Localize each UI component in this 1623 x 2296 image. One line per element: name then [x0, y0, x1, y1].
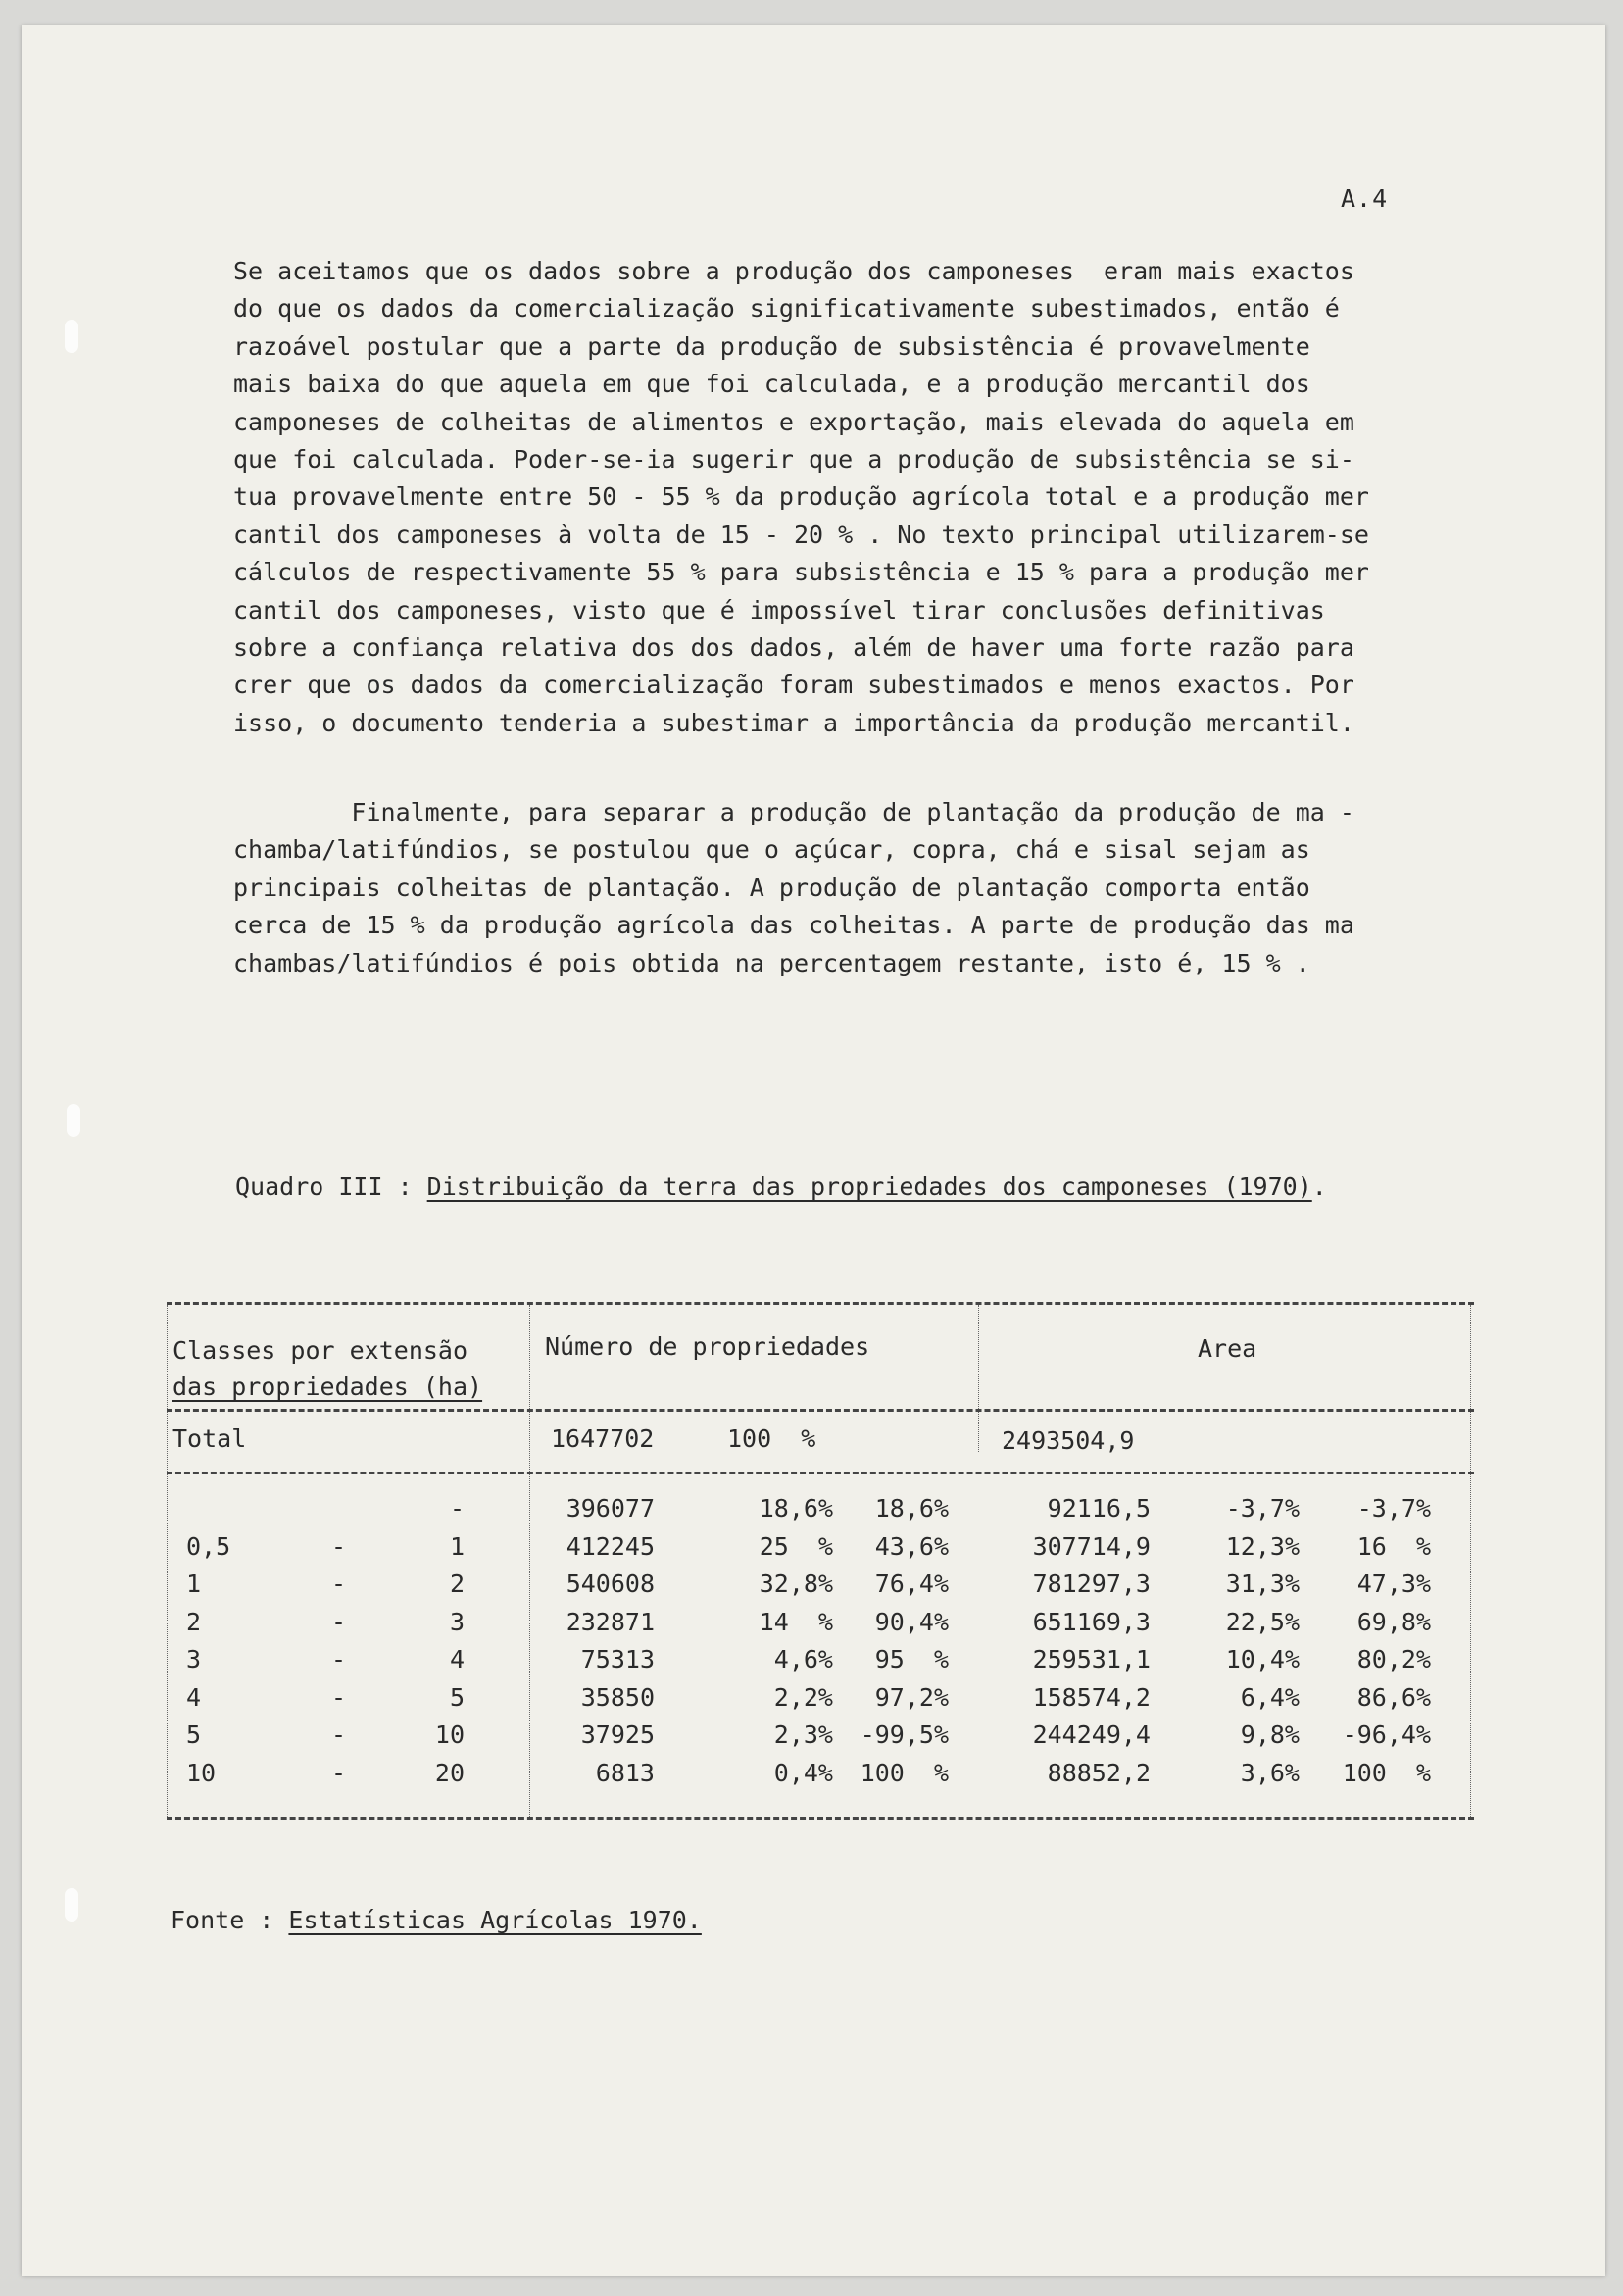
- class-to: -: [449, 1494, 465, 1522]
- text-line: Se aceitamos que os dados sobre a produção dos camponeses eram mais exactos: [233, 257, 1354, 285]
- property-cum-pct: 43,6%: [874, 1531, 949, 1561]
- area-pct: 10,4%: [1225, 1645, 1300, 1673]
- total-area: 2493504,9: [1002, 1426, 1135, 1455]
- text-line: isso, o documento tenderia a subestimar a importância da produção mercantil.: [233, 708, 1354, 737]
- total-label: Total: [172, 1424, 247, 1453]
- text-line: cerca de 15 % da produção agrícola das colheitas. A parte de produção das ma: [233, 911, 1354, 940]
- table-row: [167, 1570, 1474, 1607]
- class-to: 3: [449, 1607, 465, 1636]
- punch-hole-mark: [67, 1104, 80, 1137]
- property-count: 412245: [566, 1531, 655, 1561]
- source-note: [171, 1906, 702, 1934]
- paragraph-2: [233, 794, 1478, 982]
- class-from: 10: [186, 1758, 217, 1787]
- header-area: Area: [1198, 1334, 1257, 1363]
- land-distribution-table: [167, 1302, 1474, 1820]
- class-from: 5: [186, 1721, 202, 1749]
- column-divider: [978, 1305, 979, 1452]
- text-line: cantil dos camponeses à volta de 15 - 20 % . No texto principal utilizarem-se: [233, 520, 1369, 549]
- text-line: camponeses de colheitas de alimentos e exportação, mais elevada do aquela em: [233, 407, 1354, 436]
- class-from: 2: [186, 1607, 202, 1636]
- class-from: 1: [186, 1570, 202, 1598]
- punch-hole-mark: [65, 1888, 78, 1922]
- table-row: [167, 1494, 1474, 1531]
- area-value: 781297,3: [1032, 1570, 1151, 1598]
- text-line: que foi calculada. Poder-se-ia sugerir que a produção de subsistência se si-: [233, 445, 1354, 474]
- area-cum-pct: -3,7%: [1356, 1494, 1431, 1522]
- area-value: 259531,1: [1032, 1645, 1151, 1673]
- property-cum-pct: 100 %: [860, 1758, 949, 1787]
- text-line: cantil dos camponeses, visto que é impossível tirar conclusões definitivas: [233, 595, 1325, 624]
- area-cum-pct: -96,4%: [1342, 1721, 1431, 1749]
- caption-label: Quadro III :: [235, 1173, 427, 1201]
- area-pct: -3,7%: [1225, 1494, 1300, 1522]
- text-line: crer que os dados da comercialização foram subestimados e menos exactos. Por: [233, 671, 1354, 700]
- property-pct: 32,8%: [759, 1570, 833, 1598]
- class-from: 0,5: [186, 1531, 231, 1561]
- table-row: [167, 1721, 1474, 1758]
- class-from: 3: [186, 1645, 202, 1673]
- header-number: Número de propriedades: [545, 1332, 870, 1361]
- class-dash: -: [331, 1570, 347, 1598]
- class-to: 1: [449, 1531, 465, 1561]
- area-pct: 6,4%: [1240, 1682, 1300, 1712]
- property-count: 75313: [580, 1645, 655, 1673]
- area-cum-pct: 80,2%: [1356, 1645, 1431, 1673]
- property-count: 232871: [566, 1607, 655, 1636]
- property-pct: 0,4%: [773, 1758, 833, 1787]
- caption-title: Distribuição da terra das propriedades dos camponeses (1970): [426, 1173, 1312, 1201]
- class-to: 20: [434, 1758, 465, 1787]
- total-percent: 100 %: [727, 1424, 816, 1453]
- header-classes: [172, 1332, 482, 1405]
- property-pct: 18,6%: [759, 1494, 833, 1522]
- class-dash: -: [331, 1721, 347, 1749]
- property-count: 540608: [566, 1570, 655, 1598]
- table-row: [167, 1532, 1474, 1570]
- class-to: 2: [449, 1570, 465, 1598]
- property-cum-pct: -99,5%: [860, 1721, 949, 1749]
- area-cum-pct: 86,6%: [1356, 1682, 1431, 1712]
- property-cum-pct: 95 %: [874, 1645, 949, 1673]
- property-cum-pct: 97,2%: [874, 1682, 949, 1712]
- property-pct: 25 %: [759, 1531, 833, 1561]
- class-dash: -: [331, 1758, 347, 1787]
- class-from: 4: [186, 1682, 202, 1712]
- property-count: 37925: [580, 1721, 655, 1749]
- area-value: 307714,9: [1032, 1531, 1151, 1561]
- table-row: [167, 1759, 1474, 1796]
- class-dash: -: [331, 1682, 347, 1712]
- area-pct: 12,3%: [1225, 1531, 1300, 1561]
- text-line: principais colheitas de plantação. A produção de plantação comporta então: [233, 873, 1310, 902]
- property-count: 35850: [580, 1682, 655, 1712]
- area-cum-pct: 16 %: [1356, 1531, 1431, 1561]
- class-to: 5: [449, 1682, 465, 1712]
- header-classes-line1: Classes por extensão: [172, 1336, 468, 1365]
- total-number: 1647702: [551, 1424, 655, 1453]
- area-value: 651169,3: [1032, 1607, 1151, 1636]
- property-pct: 14 %: [759, 1607, 833, 1636]
- table-caption: [235, 1173, 1327, 1201]
- area-pct: 22,5%: [1225, 1607, 1300, 1636]
- property-count: 6813: [595, 1758, 655, 1787]
- class-dash: -: [331, 1645, 347, 1673]
- table-row: [167, 1683, 1474, 1721]
- table-row: [167, 1608, 1474, 1645]
- property-cum-pct: 76,4%: [874, 1570, 949, 1598]
- property-count: 396077: [566, 1494, 655, 1522]
- table-row: [167, 1645, 1474, 1682]
- text-line: tua provavelmente entre 50 - 55 % da produção agrícola total e a produção mer: [233, 482, 1369, 512]
- punch-hole-mark: [65, 320, 78, 353]
- area-cum-pct: 100 %: [1342, 1758, 1431, 1787]
- property-cum-pct: 18,6%: [874, 1494, 949, 1522]
- area-value: 158574,2: [1032, 1682, 1151, 1712]
- paragraph-1: [233, 253, 1478, 742]
- text-line: do que os dados da comercialização significativamente subestimados, então é: [233, 294, 1340, 324]
- area-cum-pct: 47,3%: [1356, 1570, 1431, 1598]
- area-value: 244249,4: [1032, 1721, 1151, 1749]
- area-pct: 31,3%: [1225, 1570, 1300, 1598]
- text-line: sobre a confiança relativa dos dos dados, além de haver uma forte razão para: [233, 633, 1354, 663]
- header-separator: [167, 1409, 1474, 1412]
- property-pct: 4,6%: [773, 1645, 833, 1673]
- source-title: Estatísticas Agrícolas 1970.: [288, 1906, 702, 1934]
- header-classes-line2: das propriedades (ha): [172, 1373, 483, 1401]
- class-to: 4: [449, 1645, 465, 1673]
- area-value: 88852,2: [1047, 1758, 1151, 1787]
- area-value: 92116,5: [1047, 1494, 1151, 1522]
- total-separator: [167, 1472, 1474, 1474]
- text-line: cálculos de respectivamente 55 % para subsistência e 15 % para a produção mer: [233, 558, 1369, 587]
- text-line: chambas/latifúndios é pois obtida na percentagem restante, isto é, 15 % .: [233, 948, 1310, 977]
- class-to: 10: [434, 1721, 465, 1749]
- area-cum-pct: 69,8%: [1356, 1607, 1431, 1636]
- property-pct: 2,2%: [773, 1682, 833, 1712]
- property-cum-pct: 90,4%: [874, 1607, 949, 1636]
- source-label: Fonte :: [171, 1906, 289, 1934]
- area-pct: 9,8%: [1240, 1721, 1300, 1749]
- property-pct: 2,3%: [773, 1721, 833, 1749]
- text-line: mais baixa do que aquela em que foi calculada, e a produção mercantil dos: [233, 370, 1310, 399]
- text-line: Finalmente, para separar a produção de plantação da produção de ma -: [233, 798, 1354, 826]
- text-line: razoável postular que a parte da produção de subsistência é provavelmente: [233, 331, 1310, 361]
- text-line: chamba/latifúndios, se postulou que o açúcar, copra, chá e sisal sejam as: [233, 835, 1310, 865]
- class-dash: -: [331, 1607, 347, 1636]
- caption-period: .: [1311, 1173, 1327, 1201]
- class-dash: -: [331, 1531, 347, 1561]
- page-number: A.4: [1341, 184, 1389, 213]
- area-pct: 3,6%: [1240, 1758, 1300, 1787]
